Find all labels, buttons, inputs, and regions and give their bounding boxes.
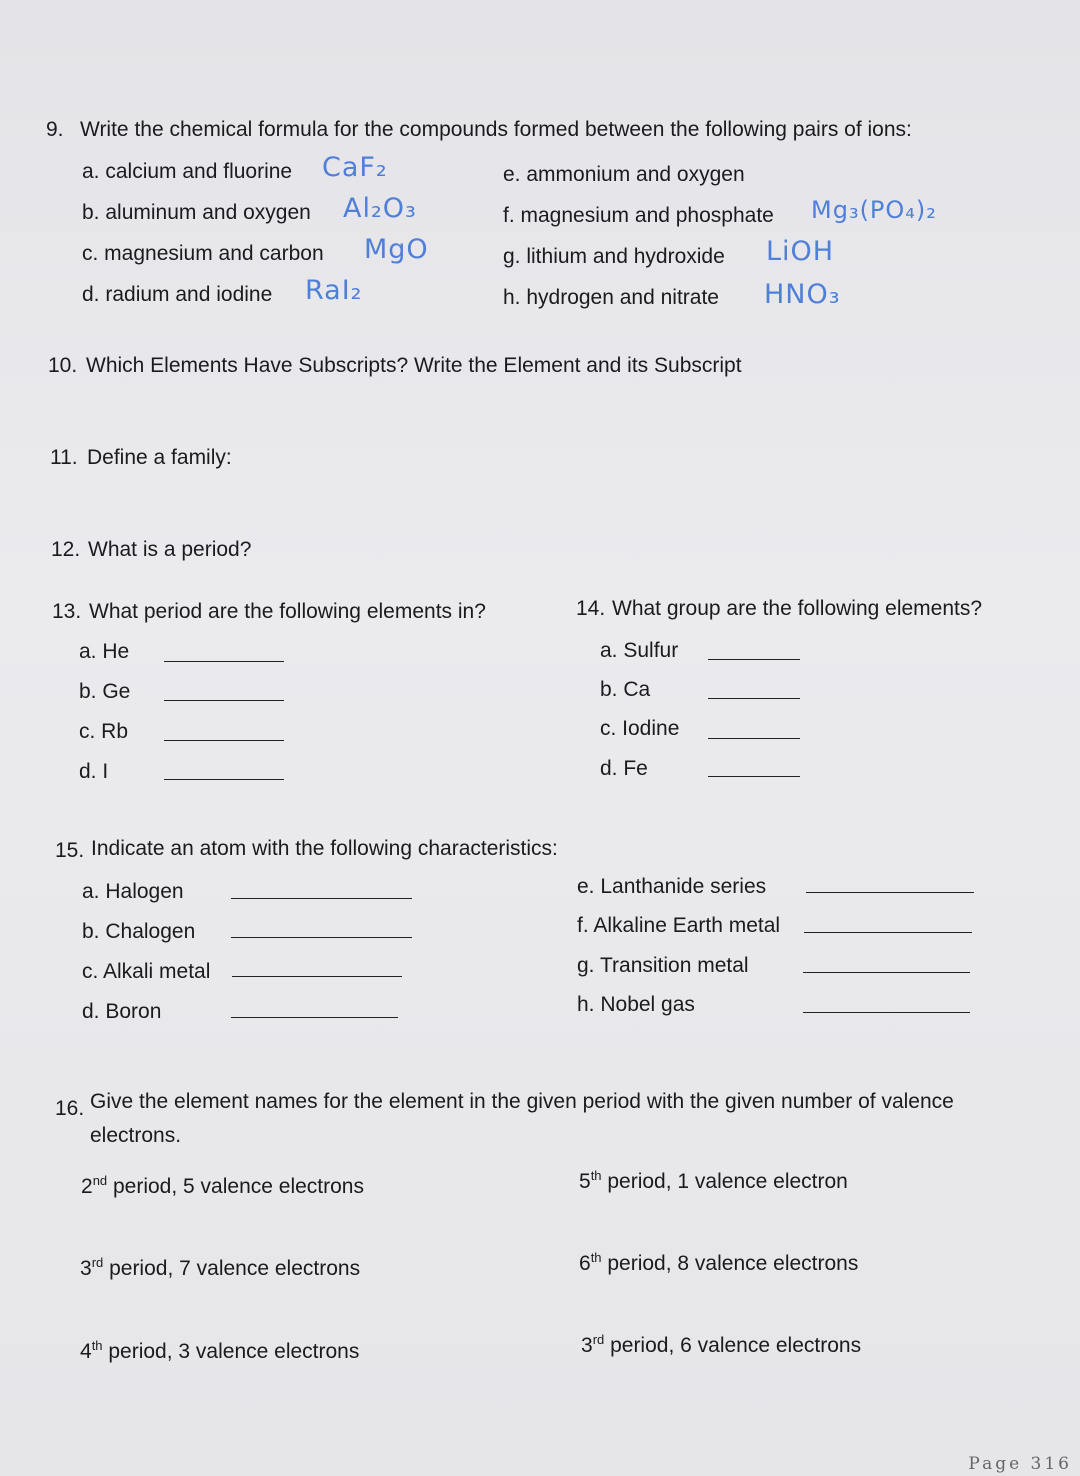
q15-blank-d[interactable] (231, 1017, 398, 1018)
q14-blank-a[interactable] (708, 659, 800, 660)
q14-item-b: b. Ca (600, 678, 651, 701)
q9-answer-d: RaI₂ (305, 275, 363, 306)
q16-item-5: 6th period, 8 valence electrons (579, 1250, 859, 1275)
q11-number: 11. (50, 446, 78, 469)
q14-item-a: a. Sulfur (600, 639, 679, 662)
q9-answer-b: Al₂O₃ (343, 193, 417, 224)
q9-item-c: c. magnesium and carbon (82, 242, 324, 265)
q15-item-b: b. Chalogen (82, 920, 196, 943)
q14-item-c: c. Iodine (600, 717, 680, 740)
q16-item-1: 2nd period, 5 valence electrons (81, 1173, 364, 1198)
q9-answer-c: MgO (364, 234, 429, 265)
q13-item-c: c. Rb (79, 720, 129, 743)
q15-item-h: h. Nobel gas (577, 993, 695, 1016)
q14-item-d: d. Fe (600, 757, 648, 780)
q15-blank-h[interactable] (803, 1012, 970, 1013)
q16-item-2: 3rd period, 7 valence electrons (80, 1255, 361, 1280)
q14-text: What group are the following elements? (612, 597, 983, 620)
q13-blank-c[interactable] (164, 740, 284, 741)
q15-blank-e[interactable] (806, 892, 974, 893)
q9-number: 9. (46, 118, 64, 141)
q14-number: 14. (576, 597, 606, 620)
q15-number: 15. (55, 839, 85, 862)
q15-item-e: e. Lanthanide series (577, 875, 767, 898)
q13-item-a: a. He (79, 640, 130, 663)
q13-blank-a[interactable] (164, 661, 284, 662)
q9-item-e: e. ammonium and oxygen (503, 163, 745, 186)
q11-text: Define a family: (87, 446, 232, 469)
q9-item-d: d. radium and iodine (82, 283, 273, 306)
q16-item-6: 3rd period, 6 valence electrons (581, 1332, 862, 1357)
q13-item-d: d. I (79, 760, 109, 783)
q15-item-f: f. Alkaline Earth metal (577, 914, 781, 937)
q15-blank-f[interactable] (804, 932, 972, 933)
q14-blank-d[interactable] (708, 776, 800, 777)
q12-number: 12. (51, 538, 81, 561)
q13-text: What period are the following elements in? (89, 600, 486, 623)
q9-text: Write the chemical formula for the compounds formed between the following pairs of ions: (80, 118, 912, 141)
q15-item-c: c. Alkali metal (82, 960, 211, 983)
q15-blank-c[interactable] (232, 976, 402, 977)
q15-item-d: d. Boron (82, 1000, 162, 1023)
q14-blank-c[interactable] (708, 738, 800, 739)
q15-blank-a[interactable] (231, 898, 412, 899)
q9-answer-a: CaF₂ (322, 152, 388, 183)
q13-item-b: b. Ge (79, 680, 131, 703)
q16-text-line2: electrons. (90, 1124, 182, 1147)
page-number: Page 316 (968, 1454, 1072, 1474)
q9-answer-h: HNO₃ (764, 279, 841, 310)
q15-item-g: g. Transition metal (577, 954, 749, 977)
q10-text: Which Elements Have Subscripts? Write the Element and its Subscript (86, 354, 742, 377)
q12-text: What is a period? (88, 538, 252, 561)
q15-blank-b[interactable] (231, 937, 412, 938)
q15-text: Indicate an atom with the following characteristics: (91, 837, 558, 860)
q9-item-g: g. lithium and hydroxide (503, 245, 725, 268)
q16-text-line1: Give the element names for the element in the given period with the given number of valence (90, 1090, 954, 1113)
q16-number: 16. (55, 1097, 85, 1120)
q10-number: 10. (48, 354, 78, 377)
q9-answer-g: LiOH (766, 236, 835, 267)
q9-item-h: h. hydrogen and nitrate (503, 286, 719, 309)
q13-number: 13. (52, 600, 82, 623)
q9-item-a: a. calcium and fluorine (82, 160, 293, 183)
q14-blank-b[interactable] (708, 698, 800, 699)
q13-blank-b[interactable] (164, 700, 284, 701)
q16-item-3: 4th period, 3 valence electrons (80, 1338, 360, 1363)
q15-item-a: a. Halogen (82, 880, 184, 903)
q15-blank-g[interactable] (803, 972, 970, 973)
q13-blank-d[interactable] (164, 779, 284, 780)
q9-item-f: f. magnesium and phosphate (503, 204, 774, 227)
q16-item-4: 5th period, 1 valence electron (579, 1168, 848, 1193)
q9-item-b: b. aluminum and oxygen (82, 201, 311, 224)
q9-answer-f: Mg₃(PO₄)₂ (811, 196, 937, 224)
